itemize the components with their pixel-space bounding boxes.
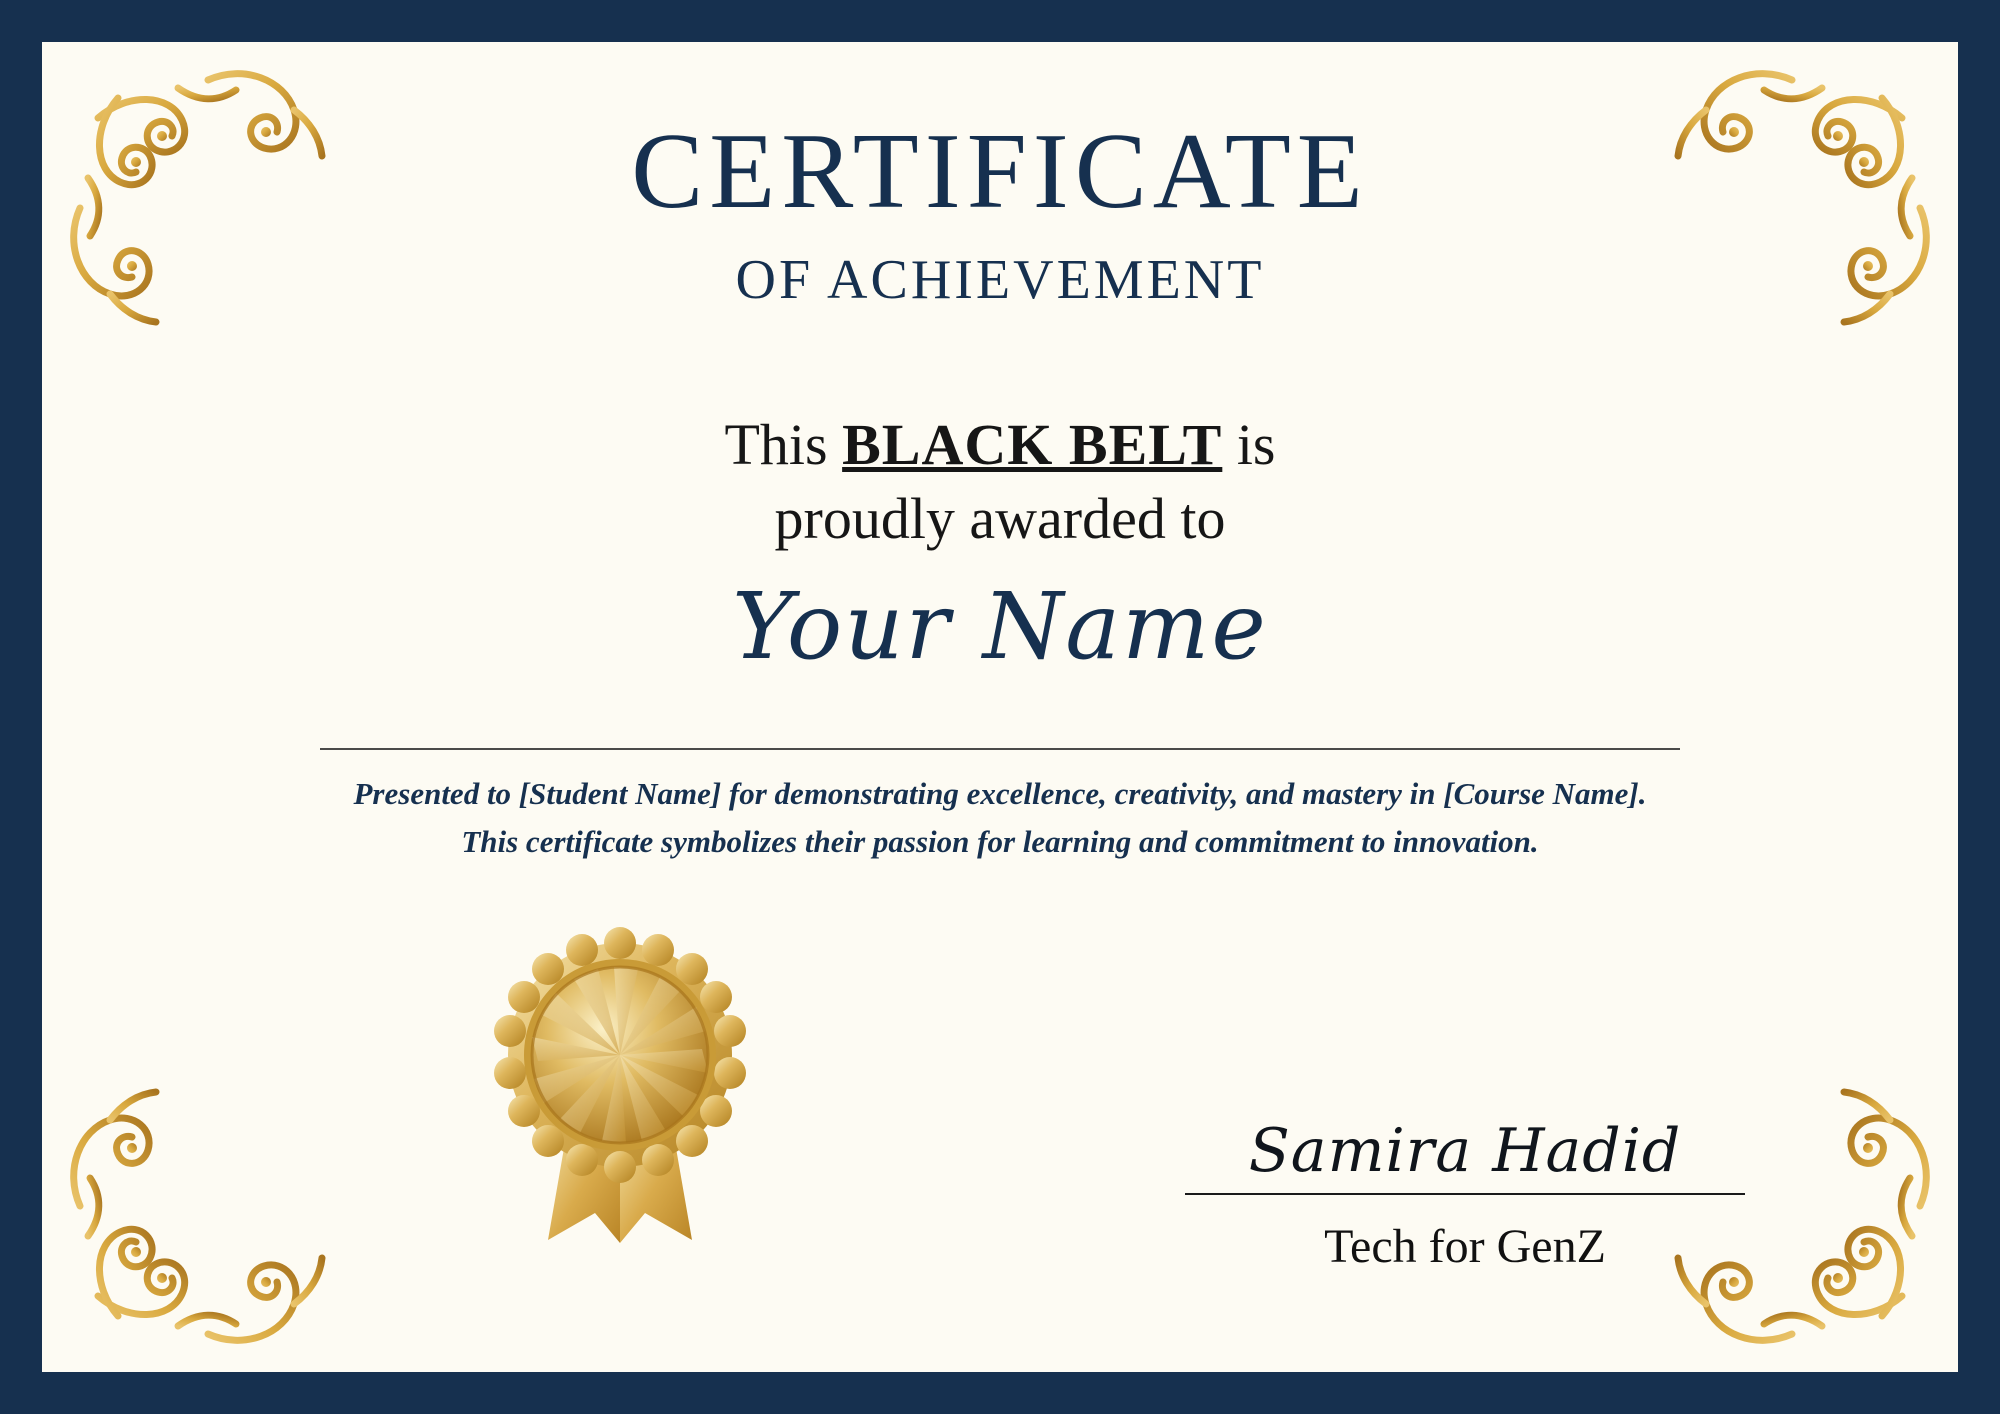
signature-name: Samira Hadid [1248, 1116, 1682, 1186]
award-line-1-suffix: is [1222, 412, 1276, 477]
divider-rule [320, 748, 1680, 750]
title-block [0, 112, 2000, 312]
award-line-2: proudly awarded to [774, 486, 1226, 552]
signature-organization: Tech for GenZ [1324, 1220, 1606, 1273]
signature-block [1185, 1116, 1745, 1274]
page-subtitle: OF ACHIEVEMENT [735, 249, 1265, 311]
award-medal-icon [490, 925, 750, 1245]
description-text: Presented to [Student Name] for demonstrating excellence, creativity, and mastery in [Course Name]. This certificate symbolizes their passion for learning and commitment to innovation. [353, 776, 1647, 860]
award-line-1-prefix: This [724, 412, 843, 477]
award-line-1 [0, 408, 2000, 482]
award-badge-label: BLACK BELT [842, 412, 1223, 477]
signature-line [1185, 1193, 1745, 1195]
page-title: CERTIFICATE [631, 112, 1369, 231]
award-block [0, 408, 2000, 680]
recipient-name: Your Name [732, 573, 1268, 681]
